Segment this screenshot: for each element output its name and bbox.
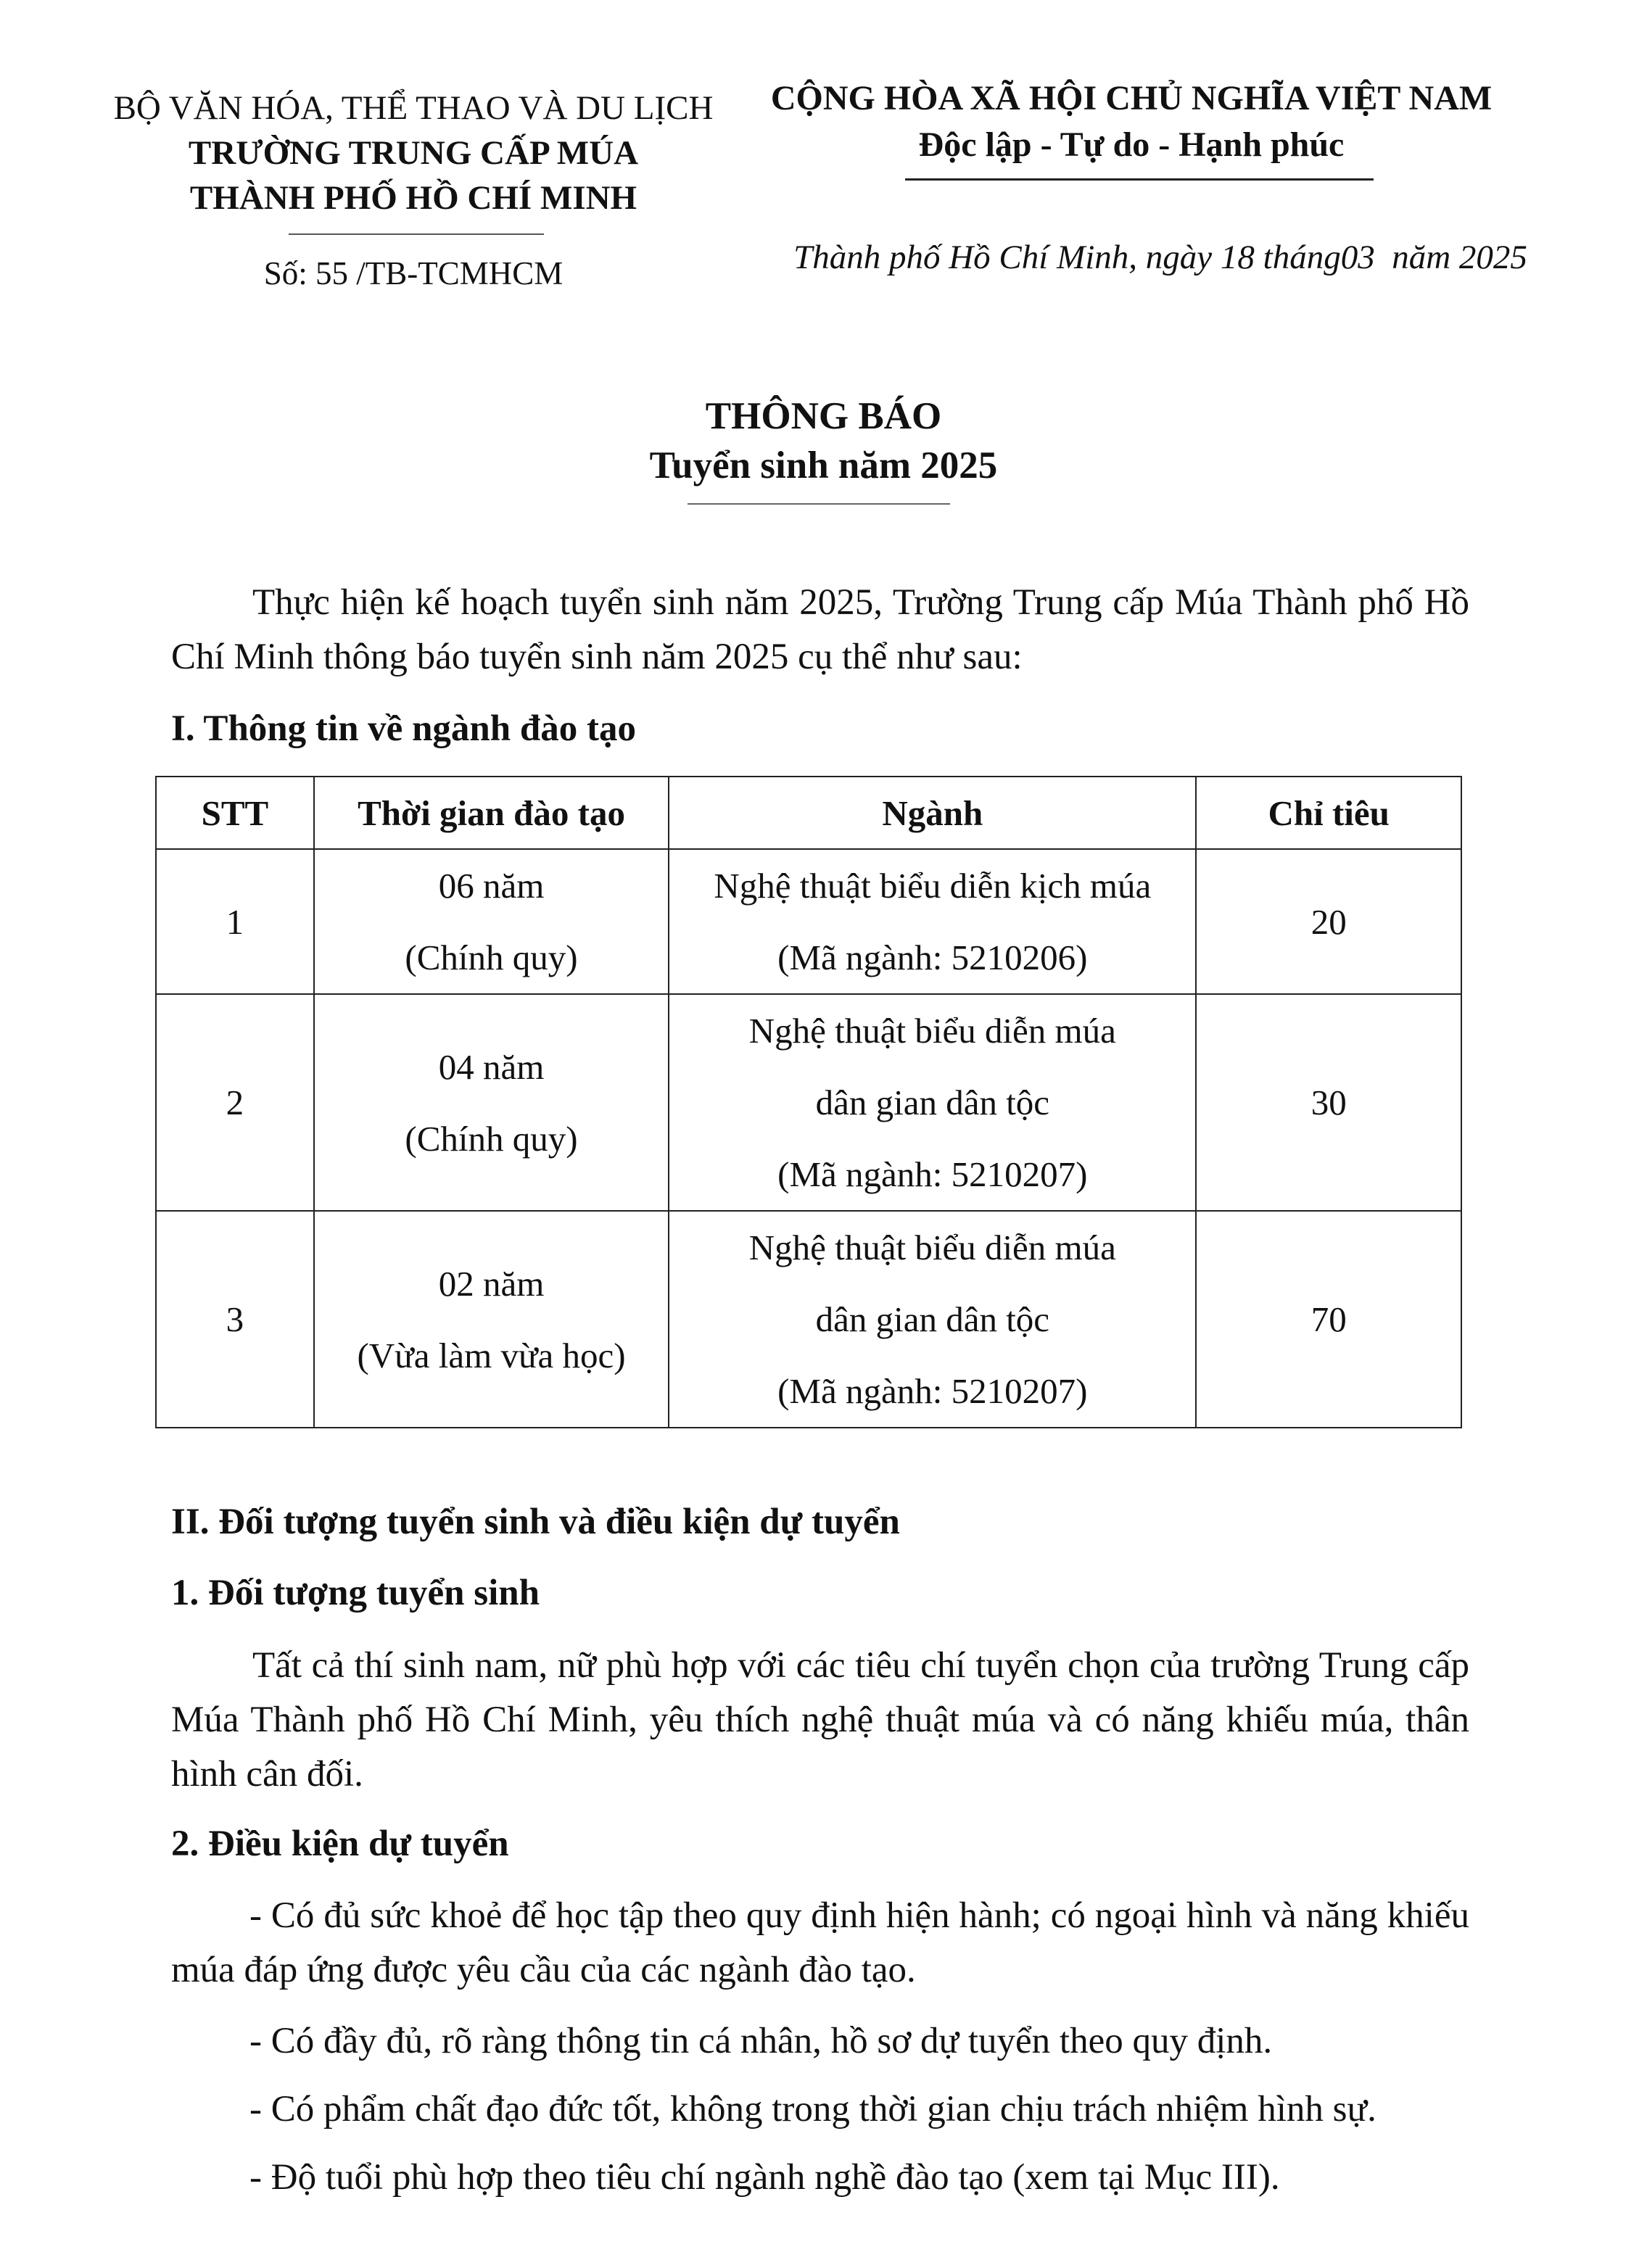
cell-major bbox=[669, 994, 1196, 1211]
section-2-1-text: Tất cả thí sinh nam, nữ phù hợp với các tiêu chí tuyển chọn của trường Trung cấp Múa Thành phố Hồ Chí Minh, yêu thích nghệ thuật múa và có năng khiếu múa, thân hình cân đối. bbox=[171, 1645, 1469, 1795]
section-2-2-heading: 2. Điều kiện dự tuyển bbox=[171, 1824, 509, 1864]
training-table bbox=[155, 776, 1462, 1428]
cell-stt: 2 bbox=[156, 994, 314, 1211]
condition-item: - Có đầy đủ, rõ ràng thông tin cá nhân, hồ sơ dự tuyển theo quy định. bbox=[249, 2021, 1273, 2061]
title-underline bbox=[688, 503, 950, 505]
cell-quota: 70 bbox=[1196, 1211, 1461, 1428]
cell-major bbox=[669, 1211, 1196, 1428]
national-header bbox=[754, 75, 1508, 168]
major-code: (Mã ngành: 5210206) bbox=[777, 938, 1088, 977]
table-row bbox=[156, 1211, 1461, 1428]
table-row bbox=[156, 849, 1461, 994]
table-row bbox=[156, 994, 1461, 1211]
condition-item: - Có phẩm chất đạo đức tốt, không trong thời gian chịu trách nhiệm hình sự. bbox=[249, 2089, 1376, 2130]
cell-major bbox=[669, 849, 1196, 994]
school-name-line1: TRƯỜNG TRUNG CẤP MÚA bbox=[188, 134, 639, 172]
duration-length: 04 năm bbox=[438, 1046, 545, 1087]
duration-mode: (Chính quy) bbox=[405, 1118, 578, 1159]
major-name-cont: dân gian dân tộc bbox=[815, 1083, 1050, 1122]
issuer-block bbox=[87, 86, 740, 220]
issuer-underline bbox=[289, 233, 544, 235]
condition-item: - Có đủ sức khoẻ để học tập theo quy định hiện hành; có ngoại hình và năng khiếu múa đáp ứng được yêu cầu của các ngành đào tạo. bbox=[171, 1895, 1469, 1990]
section-1-heading: I. Thông tin về ngành đào tạo bbox=[171, 708, 637, 749]
document-subtitle: Tuyển sinh năm 2025 bbox=[649, 444, 998, 487]
cell-quota: 20 bbox=[1196, 849, 1461, 994]
cell-stt: 1 bbox=[156, 849, 314, 994]
duration-mode: (Vừa làm vừa học) bbox=[357, 1335, 626, 1375]
cell-quota: 30 bbox=[1196, 994, 1461, 1211]
cell-duration bbox=[314, 1211, 669, 1428]
place-date: Thành phố Hồ Chí Minh, ngày 18 tháng03 năm 2025 bbox=[793, 239, 1527, 276]
section-2-1-heading: 1. Đối tượng tuyển sinh bbox=[171, 1573, 540, 1613]
duration-length: 02 năm bbox=[438, 1263, 545, 1304]
document-title: THÔNG BÁO bbox=[705, 395, 942, 437]
major-name: Nghệ thuật biểu diễn múa bbox=[748, 1011, 1116, 1051]
national-motto: Độc lập - Tự do - Hạnh phúc bbox=[918, 125, 1345, 164]
major-name-cont: dân gian dân tộc bbox=[815, 1299, 1050, 1339]
intro-paragraph: Thực hiện kế hoạch tuyển sinh năm 2025, Trường Trung cấp Múa Thành phố Hồ Chí Minh thông báo tuyển sinh năm 2025 cụ thể như sau: bbox=[171, 582, 1469, 677]
duration-mode: (Chính quy) bbox=[405, 938, 578, 977]
condition-item: - Độ tuổi phù hợp theo tiêu chí ngành nghề đào tạo (xem tại Mục III). bbox=[249, 2157, 1280, 2198]
col-header-major: Ngành bbox=[669, 777, 1196, 849]
school-name-line2: THÀNH PHỐ HỒ CHÍ MINH bbox=[189, 179, 637, 217]
nation-name: CỘNG HÒA XÃ HỘI CHỦ NGHĨA VIỆT NAM bbox=[770, 79, 1493, 117]
col-header-duration: Thời gian đào tạo bbox=[314, 777, 669, 849]
cell-stt: 3 bbox=[156, 1211, 314, 1428]
col-header-quota: Chỉ tiêu bbox=[1196, 777, 1461, 849]
duration-length: 06 năm bbox=[438, 866, 545, 906]
section-2-heading: II. Đối tượng tuyển sinh và điều kiện dự tuyển bbox=[171, 1502, 900, 1542]
major-name: Nghệ thuật biểu diễn kịch múa bbox=[714, 866, 1152, 906]
cell-duration bbox=[314, 994, 669, 1211]
major-code: (Mã ngành: 5210207) bbox=[777, 1154, 1088, 1194]
cell-duration bbox=[314, 849, 669, 994]
ministry-name: BỘ VĂN HÓA, THỂ THAO VÀ DU LỊCH bbox=[113, 89, 714, 127]
document-title-block bbox=[0, 392, 1647, 490]
motto-underline bbox=[905, 178, 1374, 181]
major-code: (Mã ngành: 5210207) bbox=[777, 1371, 1088, 1411]
major-name: Nghệ thuật biểu diễn múa bbox=[748, 1228, 1116, 1267]
col-header-stt: STT bbox=[156, 777, 314, 849]
table-header-row bbox=[156, 777, 1461, 849]
document-number: Số: 55 /TB-TCMHCM bbox=[263, 255, 564, 291]
